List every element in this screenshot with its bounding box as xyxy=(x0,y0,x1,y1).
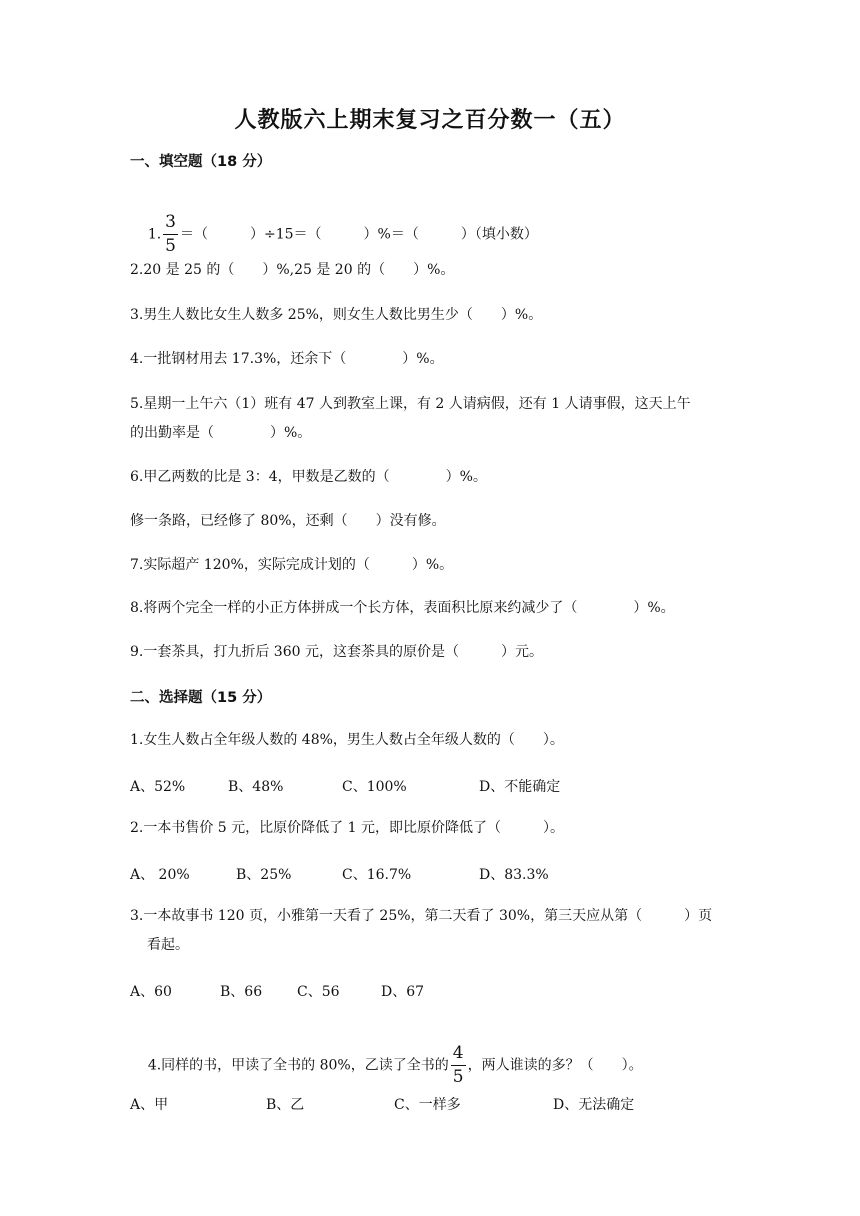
option-a: A、60 xyxy=(130,984,172,1000)
choice-question-3-line2: 看起。 xyxy=(147,937,189,953)
option-a: A、52% xyxy=(130,779,186,795)
fill-question-5-line1: 5.星期一上午六（1）班有 47 人到教室上课，有 2 人请病假，还有 1 人请事假，这天上午 xyxy=(130,396,691,412)
option-b: B、66 xyxy=(220,984,263,1000)
fill-question-9: 9.一套茶具，打九折后 360 元，这套茶具的原价是（ ）元。 xyxy=(130,644,543,660)
choice-question-1: 1.女生人数占全年级人数的 48%，男生人数占全年级人数的（ ）。 xyxy=(130,732,564,748)
option-b: B、乙 xyxy=(266,1097,305,1113)
option-c: C、一样多 xyxy=(394,1097,461,1113)
fraction-denominator: 5 xyxy=(452,1067,464,1087)
question-text-suffix: ，两人谁读的多？（ ）。 xyxy=(467,1057,643,1074)
section-choice: 二、选择题（15 分） xyxy=(130,690,272,706)
choice-question-3-line1: 3.一本故事书 120 页，小雅第一天看了 25%，第二天看了 30%，第三天应从第（ ）页 xyxy=(130,908,713,924)
option-d: D、83.3% xyxy=(479,867,549,883)
option-c: C、16.7% xyxy=(342,867,412,883)
question-text: 4.同样的书，甲读了全书的 80%，乙读了全书的 xyxy=(147,1057,449,1074)
fill-question-4: 4.一批钢材用去 17.3%，还余下（ ）%。 xyxy=(130,351,444,367)
fraction-numerator: 3 xyxy=(163,214,178,235)
section-fill-blank: 一、填空题（18 分） xyxy=(130,154,272,170)
option-c: C、100% xyxy=(342,779,407,795)
fill-question-8: 8.将两个完全一样的小正方体拼成一个长方体，表面积比原来约减少了（ ）%。 xyxy=(130,600,675,616)
document-title: 人教版六上期末复习之百分数一（五） xyxy=(234,108,626,133)
choice-question-2: 2.一本书售价 5 元，比原价降低了 1 元，即比原价降低了（ ）。 xyxy=(130,820,564,836)
fill-question-7: 7.实际超产 120%，实际完成计划的（ ）%。 xyxy=(130,557,454,573)
fill-question-2: 2.20 是 25 的（ ）%,25 是 20 的（ ）%。 xyxy=(130,262,455,278)
fill-question-6b: 修一条路，已经修了 80%，还剩（ ）没有修。 xyxy=(130,513,446,529)
fraction xyxy=(451,1045,466,1086)
question-text: ＝（ ）÷15＝（ ）%＝（ ）（填小数） xyxy=(180,226,538,243)
option-a: A、甲 xyxy=(130,1097,169,1113)
option-a: A、 20% xyxy=(130,867,190,883)
option-d: D、不能确定 xyxy=(479,779,561,795)
option-d: D、无法确定 xyxy=(553,1097,635,1113)
option-c: C、56 xyxy=(297,984,340,1000)
option-b: B、25% xyxy=(236,867,292,883)
fraction xyxy=(163,214,178,255)
fill-question-3: 3.男生人数比女生人数多 25%，则女生人数比男生少（ ）%。 xyxy=(130,307,543,323)
fraction-numerator: 4 xyxy=(451,1045,466,1066)
fill-question-5-line2: 的出勤率是（ ）%。 xyxy=(130,425,312,441)
option-b: B、48% xyxy=(228,779,284,795)
fill-question-6: 6.甲乙两数的比是 3：4，甲数是乙数的（ ）%。 xyxy=(130,469,487,485)
fraction-denominator: 5 xyxy=(165,236,176,256)
option-d: D、67 xyxy=(381,984,425,1000)
question-number: 1. xyxy=(147,226,162,243)
